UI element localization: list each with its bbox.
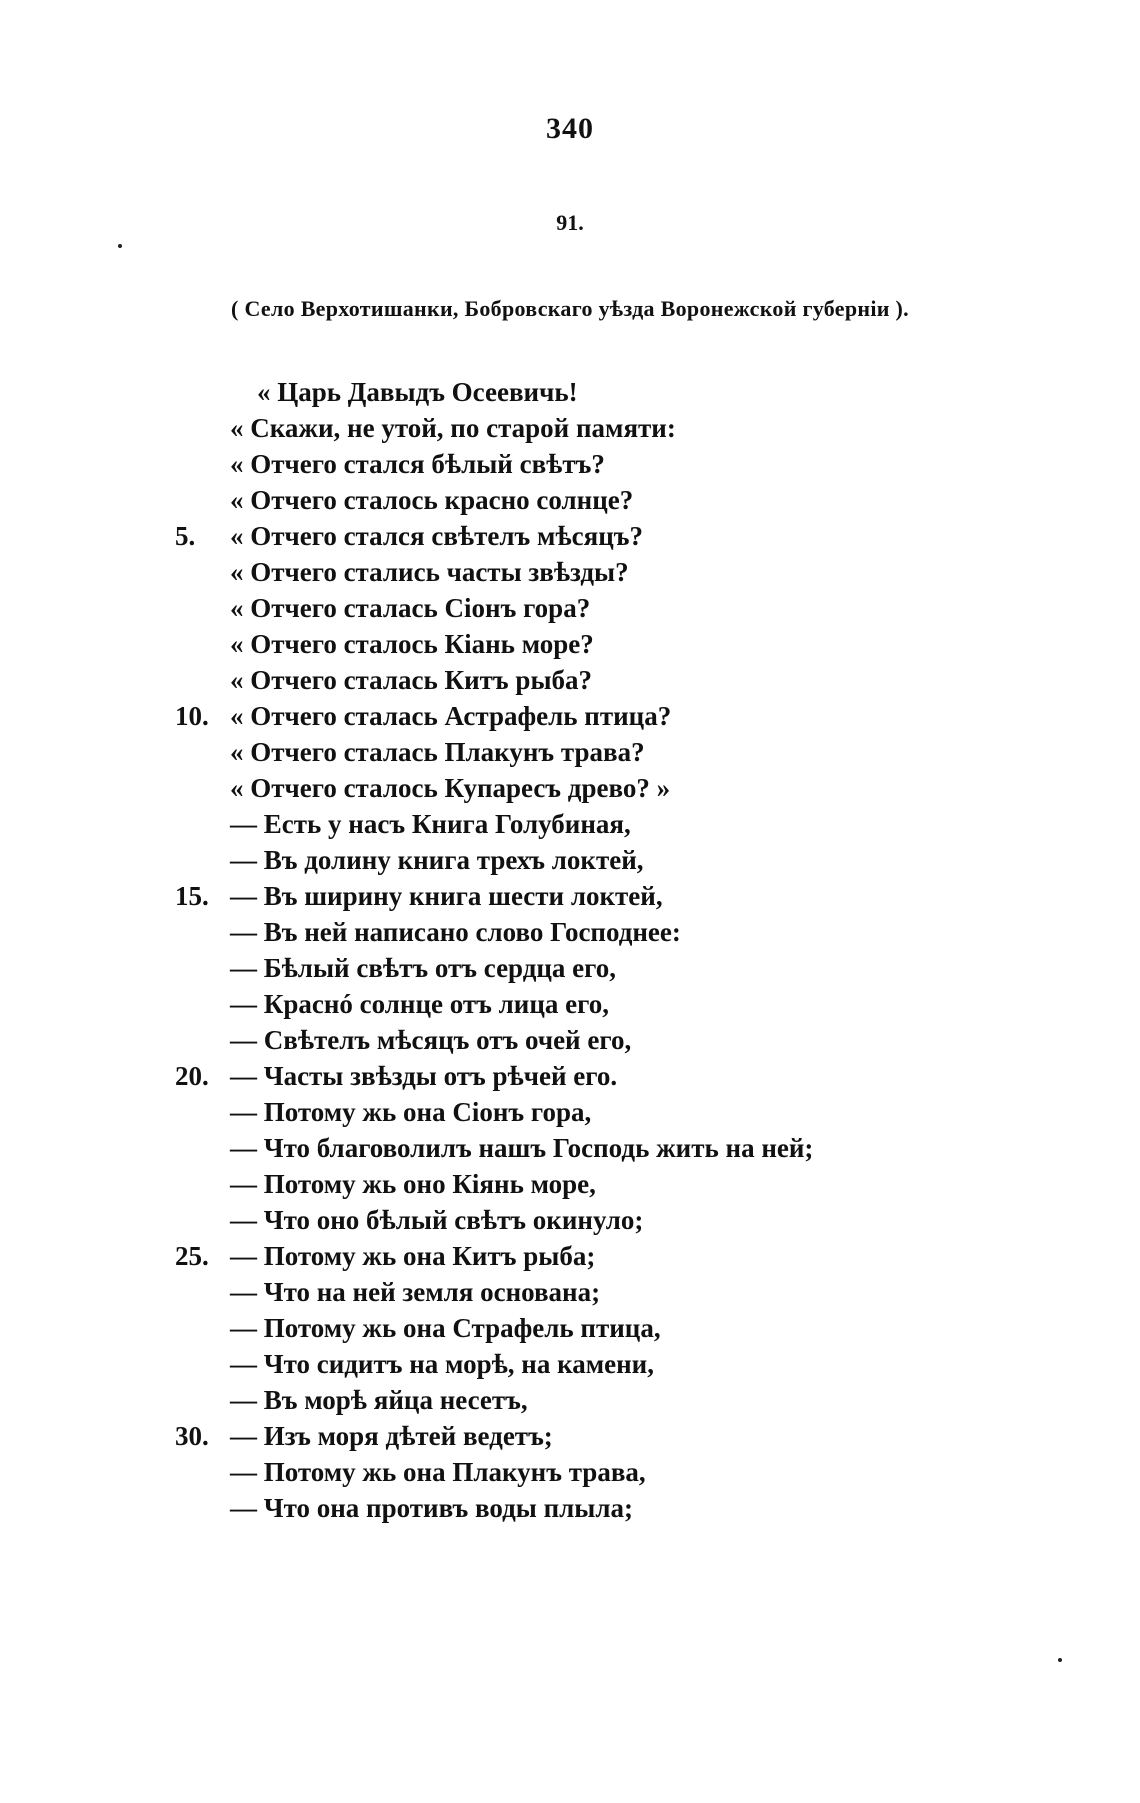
verse-line: [0, 1022, 1140, 1058]
verse-line-text: — Изъ моря дѣтей ведетъ;: [230, 1421, 553, 1451]
verse-line: [0, 1418, 1140, 1454]
verse-line-number: 15.: [175, 881, 209, 911]
verse-line-text: — Что она противъ воды плыла;: [230, 1493, 633, 1523]
verse-line: [0, 1238, 1140, 1274]
verse-line-text: — Часты звѣзды отъ рѣчей его.: [230, 1061, 618, 1091]
verse-line-text: « Отчего стался свѣтелъ мѣсяцъ?: [230, 521, 644, 551]
verse-line: [0, 1130, 1140, 1166]
verse-line: [0, 446, 1140, 482]
verse-line: [0, 662, 1140, 698]
verse-line-number: 30.: [175, 1421, 209, 1451]
print-speck: [118, 244, 122, 248]
verse-line: [0, 482, 1140, 518]
verse-line: [0, 1202, 1140, 1238]
verse-line-text: — Что на ней земля основана;: [230, 1277, 601, 1307]
verse-line-text: — Въ ней написано слово Господнее:: [230, 917, 681, 947]
verse-line-text: — Въ ширину книга шести локтей,: [230, 881, 663, 911]
verse-line-text: — Въ долину книга трехъ локтей,: [230, 845, 644, 875]
verse-line-text: « Отчего сталось красно солнце?: [230, 485, 634, 515]
verse-line-text: — Есть у насъ Книга Голубиная,: [230, 809, 631, 839]
verse-line-text: « Отчего сталось Купаресъ древо? »: [230, 773, 671, 803]
verse-line-number: 20.: [175, 1061, 209, 1091]
page-number: 340: [546, 112, 594, 145]
poem-number: 91.: [556, 210, 584, 235]
verse-line: [0, 950, 1140, 986]
verse-line-text: — Краснó солнце отъ лица его,: [230, 989, 609, 1019]
verse-line-text: — Потому жь она Плакунъ трава,: [230, 1457, 646, 1487]
verse-line: [0, 1454, 1140, 1490]
verse-line: [0, 806, 1140, 842]
verse-line: [0, 1058, 1140, 1094]
verse-line-number: 5.: [175, 521, 196, 551]
verse-line: [0, 590, 1140, 626]
verse-line: [0, 626, 1140, 662]
verse-line-number: 25.: [175, 1241, 209, 1271]
verse-line-text: — Потому жь она Страфель птица,: [230, 1313, 661, 1343]
verse-line-text: — Потому жь она Сіонъ гора,: [230, 1097, 592, 1127]
verse-line-text: — Въ морѣ яйца несетъ,: [230, 1385, 528, 1415]
source-note: ( Село Верхотишанки, Бобровскаго уѣзда Воронежской губерніи ).: [231, 296, 909, 321]
verse-line: [0, 518, 1140, 554]
verse-line-text: « Отчего стался бѣлый свѣтъ?: [230, 449, 605, 479]
verse-line-text: « Отчего стались часты звѣзды?: [230, 557, 629, 587]
verse-line: [0, 1274, 1140, 1310]
verse-line: [0, 1382, 1140, 1418]
verse-line: [0, 1166, 1140, 1202]
verse-line-text: — Что благоволилъ нашъ Господь жить на ней;: [230, 1133, 814, 1163]
poem-verses: [0, 374, 1140, 1526]
verse-line: [0, 770, 1140, 806]
verse-line: [0, 1094, 1140, 1130]
verse-line-text: « Отчего сталась Астрафель птица?: [230, 701, 672, 731]
verse-line: [0, 1490, 1140, 1526]
verse-line: [0, 1346, 1140, 1382]
verse-line: [0, 554, 1140, 590]
verse-line: [0, 734, 1140, 770]
verse-line-text: « Скажи, не утой, по старой памяти:: [230, 413, 676, 443]
verse-line-text: — Что сидитъ на морѣ, на камени,: [230, 1349, 654, 1379]
verse-line-number: 10.: [175, 701, 209, 731]
verse-line-text: — Свѣтелъ мѣсяцъ отъ очей его,: [230, 1025, 632, 1055]
verse-line-text: « Отчего сталась Китъ рыба?: [230, 665, 593, 695]
verse-line: [0, 986, 1140, 1022]
verse-line: [0, 878, 1140, 914]
verse-line-text: « Царь Давыдъ Осеевичь!: [257, 377, 578, 407]
verse-line-text: — Потому жь оно Кіянь море,: [230, 1169, 596, 1199]
verse-line-text: — Потому жь она Китъ рыба;: [230, 1241, 596, 1271]
verse-line: [0, 842, 1140, 878]
verse-line-text: « Отчего сталась Сіонъ гора?: [230, 593, 591, 623]
verse-line-text: — Бѣлый свѣтъ отъ сердца его,: [230, 953, 617, 983]
print-speck: [1058, 1658, 1062, 1662]
verse-line-text: « Отчего сталась Плакунъ трава?: [230, 737, 645, 767]
verse-line-text: « Отчего сталось Кіань море?: [230, 629, 594, 659]
verse-line: [0, 1310, 1140, 1346]
verse-line: [0, 914, 1140, 950]
verse-line: [0, 410, 1140, 446]
verse-line: [0, 698, 1140, 734]
verse-line: [0, 374, 1140, 410]
verse-line-text: — Что оно бѣлый свѣтъ окинуло;: [230, 1205, 644, 1235]
